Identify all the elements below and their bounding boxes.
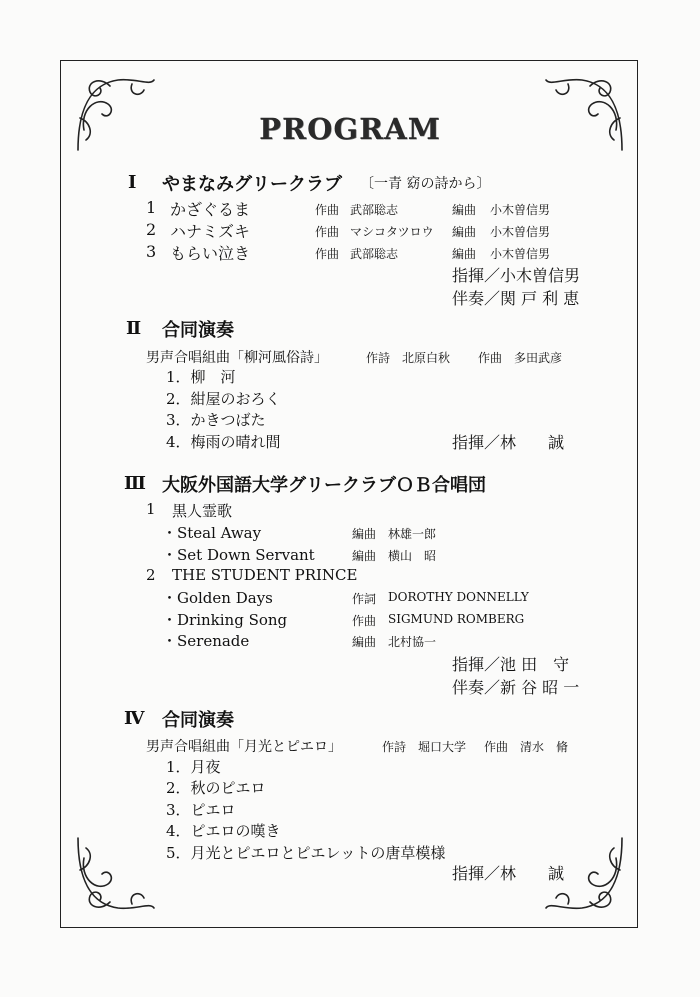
- section-4-name: 合同演奏: [162, 710, 234, 731]
- s1-item-1-person-1: 武部聡志: [350, 203, 399, 217]
- s3-g1-item-1-role: 編曲: [352, 527, 377, 541]
- s1-item-2-person-2: 小木曽信男: [490, 225, 551, 239]
- s3-g2-item-2-person: SIGMUND ROMBERG: [388, 612, 525, 626]
- s4-role-1: 作詩: [382, 740, 407, 754]
- section-2-number: Ⅱ: [126, 318, 142, 339]
- s1-item-3-role-1: 作曲: [315, 247, 340, 261]
- s1-item-3-number: 3: [146, 242, 157, 261]
- s3-g2-item-1-title: ・Golden Days: [162, 589, 273, 607]
- s1-accompanist: 伴奏／関 戸 利 恵: [452, 289, 580, 308]
- s1-item-1-number: 1: [146, 198, 157, 217]
- section-1-subtitle: 〔一青 窈の詩から〕: [360, 176, 491, 192]
- page-title: PROGRAM: [259, 112, 441, 146]
- s4-movement-3: 3．ピエロ: [166, 801, 236, 819]
- s4-movement-2: 2．秋のピエロ: [166, 779, 266, 797]
- s2-movement-1: 1．柳 河: [166, 368, 236, 386]
- s4-person-1: 堀口大学: [418, 740, 467, 754]
- corner-ornament-bottom-left-icon: [70, 828, 160, 918]
- s3-group-2-title: THE STUDENT PRINCE: [172, 566, 358, 584]
- s1-item-3-person-1: 武部聡志: [350, 247, 399, 261]
- s1-item-2-title: ハナミズキ: [170, 222, 251, 241]
- s2-suite-title: 男声合唱組曲「柳河風俗詩」: [146, 350, 328, 366]
- s3-group-1-number: 1: [146, 500, 156, 518]
- s2-movement-4: 4．梅雨の晴れ間: [166, 433, 281, 451]
- s1-item-1-role-1: 作曲: [315, 203, 340, 217]
- s1-item-2-role-2: 編曲: [452, 225, 477, 239]
- s1-item-2-role-1: 作曲: [315, 225, 340, 239]
- section-4-number: Ⅳ: [124, 708, 145, 729]
- s1-conductor: 指揮／小木曽信男: [452, 266, 581, 285]
- s1-item-1-person-2: 小木曽信男: [490, 203, 551, 217]
- s3-g1-item-2-role: 編曲: [352, 549, 377, 563]
- s3-g2-item-2-role: 作曲: [352, 614, 377, 628]
- s2-role-1: 作詩: [366, 351, 391, 365]
- s2-movement-2: 2．紺屋のおろく: [166, 390, 281, 408]
- s1-item-1-role-2: 編曲: [452, 203, 477, 217]
- s4-movement-5: 5．月光とピエロとピエレットの唐草模様: [166, 844, 446, 862]
- s4-role-2: 作曲: [484, 740, 509, 754]
- s2-conductor: 指揮／林 誠: [452, 433, 565, 452]
- s3-g1-item-2-title: ・Set Down Servant: [162, 546, 315, 564]
- section-2-name: 合同演奏: [162, 320, 234, 341]
- s4-movement-1: 1．月夜: [166, 758, 221, 776]
- s3-g1-item-1-title: ・Steal Away: [162, 524, 262, 542]
- s3-g2-item-3-role: 編曲: [352, 635, 377, 649]
- section-3-name: 大阪外国語大学グリークラブＯＢ合唱団: [162, 475, 486, 496]
- s3-g2-item-2-title: ・Drinking Song: [162, 611, 288, 629]
- section-1-number: I: [128, 172, 137, 193]
- s3-g2-item-1-role: 作詞: [352, 592, 377, 606]
- s3-group-1-title: 黒人霊歌: [172, 502, 233, 520]
- s3-g2-item-1-person: DOROTHY DONNELLY: [388, 590, 529, 604]
- s4-person-2: 清水 脩: [520, 740, 569, 754]
- s3-conductor: 指揮／池 田 守: [452, 655, 570, 674]
- s3-g2-item-3-person: 北村協一: [388, 635, 437, 649]
- s4-movement-4: 4．ピエロの嘆き: [166, 822, 281, 840]
- s3-g1-item-1-person: 林雄一郎: [388, 527, 437, 541]
- s2-movement-3: 3．かきつばた: [166, 411, 266, 429]
- s1-item-3-title: もらい泣き: [170, 244, 251, 263]
- s3-group-2-number: 2: [146, 566, 156, 584]
- s1-item-1-title: かざぐるま: [170, 200, 251, 219]
- s1-item-3-person-2: 小木曽信男: [490, 247, 551, 261]
- s3-g1-item-2-person: 横山 昭: [388, 549, 437, 563]
- s4-suite-title: 男声合唱組曲「月光とピエロ」: [146, 739, 342, 755]
- s1-item-3-role-2: 編曲: [452, 247, 477, 261]
- section-3-number: Ⅲ: [124, 473, 146, 494]
- s2-role-2: 作曲: [478, 351, 503, 365]
- s4-conductor: 指揮／林 誠: [452, 864, 565, 883]
- section-1-name: やまなみグリークラブ: [162, 174, 342, 195]
- s2-person-1: 北原白秋: [402, 351, 451, 365]
- s3-accompanist: 伴奏／新 谷 昭 一: [452, 678, 580, 697]
- s1-item-2-person-1: マシコタツロウ: [350, 225, 434, 239]
- s1-item-2-number: 2: [146, 220, 157, 239]
- s3-g2-item-3-title: ・Serenade: [162, 632, 250, 650]
- s2-person-2: 多田武彦: [514, 351, 563, 365]
